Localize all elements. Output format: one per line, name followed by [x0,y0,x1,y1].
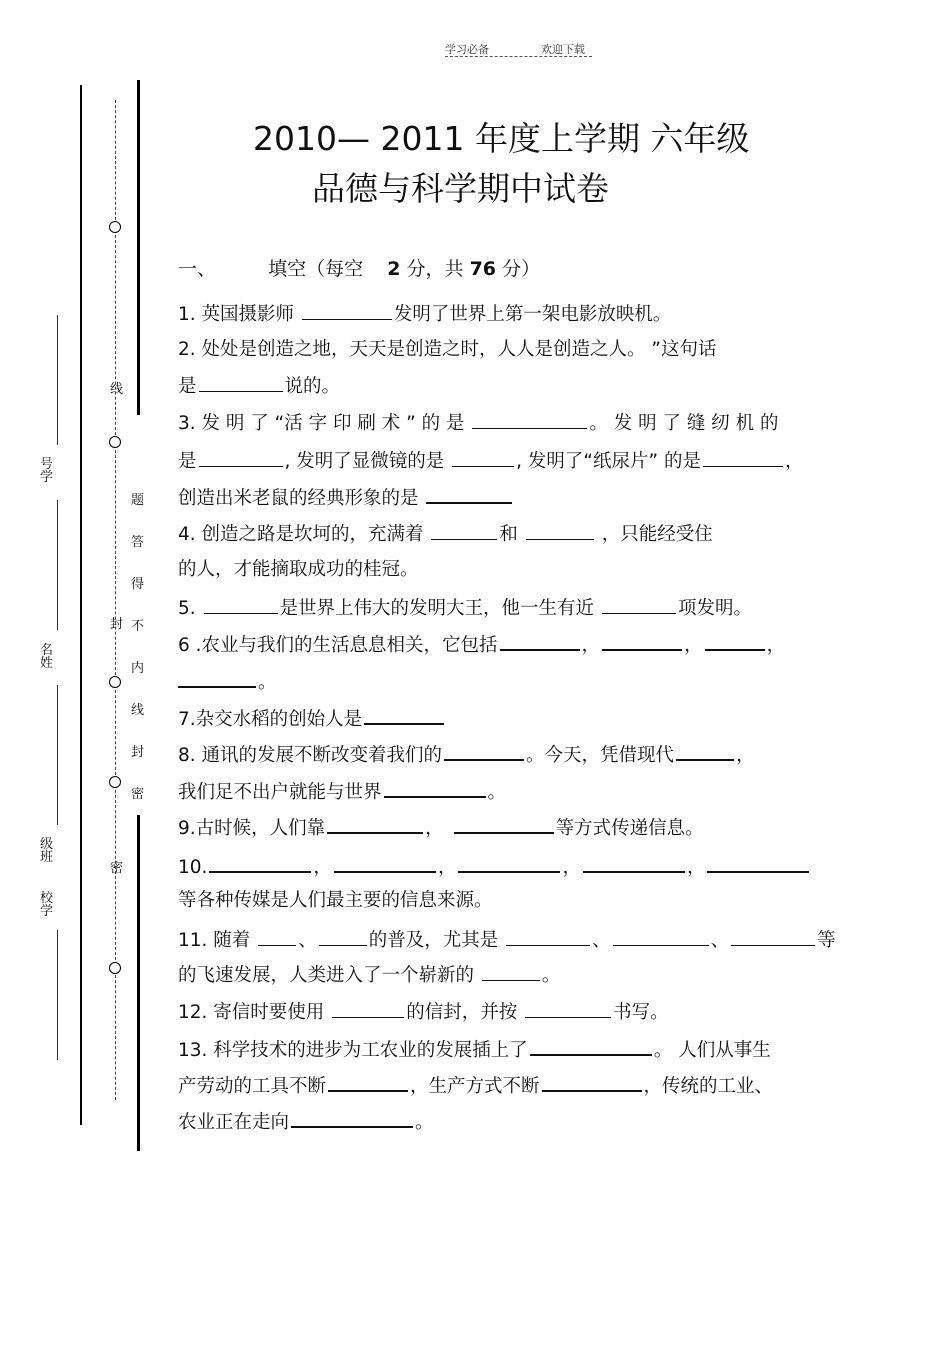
binding-char: 得 [131,577,145,592]
question-13 [178,1038,771,1062]
q2-text: 2. 处处是创造之地，天天是创造之时，人人是创造之人。 ”这句话 [178,339,717,360]
q11-text: 11. 随着 [178,930,257,951]
answer-blank[interactable] [472,412,587,429]
q9-text: 等方式传递信息。 [555,818,704,839]
exam-title-line1: 2010— 2011 年度上学期 六年级 [253,119,750,158]
q5-text: 5. [178,598,202,619]
section-mid: 分，共 [406,258,464,280]
question-4-cont [178,559,419,581]
binding-char: 答 [131,535,145,550]
answer-blank[interactable] [602,633,682,651]
binding-char: 题 [131,493,145,508]
question-4 [178,523,713,546]
field-line [57,685,58,825]
binding-char: 线 [110,382,124,397]
answer-blank[interactable] [731,929,815,946]
q13-text: 。 [415,1112,434,1133]
answer-blank[interactable] [199,375,283,392]
q4-text: 4. 创造之路是坎坷的，充满着 [178,524,430,545]
q11-text: 、 [710,930,730,951]
question-6-cont [178,670,277,694]
answer-blank[interactable] [525,1001,611,1018]
answer-blank[interactable] [705,633,765,651]
q11-text: 、 [592,930,611,951]
q4-text: 和 [499,524,524,545]
q10-text: 等各种传媒是人们最主要的信息来源。 [178,890,493,911]
q6-text: ， [684,635,703,656]
q8-text: 。 [487,782,507,803]
answer-blank[interactable] [707,855,809,873]
question-13-cont2 [178,1110,434,1134]
q11-text: 、 [298,930,317,951]
answer-blank[interactable] [703,450,783,467]
q11-text: 的飞速发展，人类进入了一个崭新的 [178,965,480,986]
answer-blank[interactable] [500,633,580,651]
question-9 [178,816,704,840]
answer-blank[interactable] [431,523,497,540]
header-left: 学习必备 [445,43,489,56]
section-total: 76 [469,258,497,280]
q7-text: 7.杂交水稻的创始人是 [178,709,363,730]
binding-char: 不 [131,619,145,634]
answer-blank[interactable] [302,303,392,320]
binding-dotted-line [115,975,116,1100]
answer-blank[interactable] [334,855,436,873]
q3-text: 是 [178,451,197,472]
question-1 [178,303,671,326]
question-12 [178,1001,669,1024]
answer-blank[interactable] [319,929,367,946]
answer-blank[interactable] [530,1038,652,1056]
answer-blank[interactable] [328,1074,408,1092]
q11-text: 的普及，尤其是 [368,930,505,951]
question-3-cont [178,450,804,473]
q3-text: , 发明了显微镜的是 [284,451,451,472]
answer-blank[interactable] [458,855,560,873]
binding-char: 封 [131,745,145,760]
exam-title-line2: 品德与科学期中试卷 [312,169,609,208]
q10-text: ， [562,857,581,878]
binding-dotted-line [115,100,116,220]
field-school: 校学 [40,891,54,919]
q4-text: 的人，才能摘取成功的桂冠。 [178,559,419,580]
answer-blank[interactable] [452,450,514,467]
q6-text: ， [766,635,786,656]
q3-text: , 发明了“纸尿片” 的是 [516,451,701,472]
answer-blank[interactable] [384,780,486,798]
q1-text: 1. 英国摄影师 [178,304,300,325]
q4-text: ，只能经受住 [595,524,713,545]
question-2 [178,339,717,361]
q10-text: ， [437,857,457,878]
header-right: 欢迎下载 [541,43,585,56]
binding-hole-icon [109,962,121,974]
answer-blank[interactable] [327,816,423,834]
q12-text: 的信封，并按 [406,1002,524,1023]
question-11 [178,929,836,952]
margin-outer-line [80,85,82,1125]
answer-blank[interactable] [482,964,540,981]
q9-text: ， [425,818,444,839]
q2-text: 是 [178,376,197,397]
q13-text: 农业正在走向 [178,1112,290,1133]
answer-blank[interactable] [676,743,734,761]
field-student-no: 号学 [40,457,54,485]
field-line [57,500,58,630]
section-label: 填空（每空 [268,258,364,280]
q11-text: 。 [541,965,561,986]
q8-text: 8. 通讯的发展不断改变着我们的 [178,745,443,766]
binding-dotted-line [115,690,116,775]
q3-text: 3. 发 明 了 “活 字 印 刷 术 ” 的 是 [178,413,471,434]
question-8 [178,743,755,767]
answer-blank[interactable] [291,1110,413,1128]
question-13-cont [178,1074,773,1098]
q10-text: ， [313,857,332,878]
margin-inner-line-top [137,80,140,415]
answer-blank[interactable] [542,1074,642,1092]
binding-dotted-line [115,450,116,675]
q8-text: ， [736,745,755,766]
binding-hole-icon [109,436,121,448]
header-dashed-rule [445,56,592,57]
binding-char: 密 [131,787,145,802]
section-heading [178,254,540,281]
binding-hole-icon [109,776,121,788]
answer-blank[interactable] [526,523,594,540]
q9-text: 9.古时候，人们靠 [178,818,326,839]
field-class: 级班 [40,837,54,865]
q10-text: 10. [178,857,208,878]
q12-text: 书写。 [613,1002,669,1023]
q10-text: ， [686,857,706,878]
question-10 [178,855,811,879]
section-number: 一、 [178,258,217,280]
question-8-cont [178,780,506,804]
answer-blank[interactable] [364,707,444,725]
q6-text: 6 .农业与我们的生活息息相关，它包括 [178,635,498,656]
q6-text: ， [581,635,601,656]
q12-text: 12. 寄信时要使用 [178,1002,331,1023]
field-line [57,315,58,445]
field-line [57,930,58,1060]
q8-text: 。今天，凭借现代 [526,745,675,766]
question-3-cont2 [178,486,514,510]
q1-text: 发明了世界上第一架电影放映机。 [393,304,672,325]
binding-char: 密 [110,861,124,876]
q13-text: 产劳动的工具不断 [178,1076,327,1097]
answer-blank[interactable] [258,929,296,946]
q8-text: 我们足不出户就能与世界 [178,782,382,803]
answer-blank[interactable] [602,597,676,614]
question-2-cont [178,375,340,398]
question-5 [178,597,752,620]
answer-blank[interactable] [332,1001,404,1018]
answer-blank[interactable] [506,929,590,946]
q3-text: ， [784,451,804,472]
answer-blank[interactable] [444,743,524,761]
q13-text: ，生产方式不断 [410,1076,540,1097]
binding-hole-icon [109,676,121,688]
question-6 [178,633,785,657]
margin-inner-line-bottom [137,815,140,1151]
q11-text: 等 [817,930,836,951]
q13-text: 。 人们从事生 [653,1040,771,1061]
question-11-cont [178,964,560,987]
question-10-cont [178,890,493,912]
section-end: 分） [502,258,541,280]
binding-hole-icon [109,221,121,233]
answer-blank[interactable] [583,855,685,873]
q13-text: 13. 科学技术的进步为工农业的发展插上了 [178,1040,528,1061]
binding-dotted-line [115,235,116,435]
question-3 [178,412,779,435]
q5-text: 项发明。 [677,598,752,619]
answer-blank[interactable] [426,486,512,504]
answer-blank[interactable] [613,929,709,946]
question-7 [178,707,446,731]
q3-text: 。 发 明 了 缝 纫 机 的 [589,413,779,434]
field-name: 名姓 [40,643,54,671]
binding-char: 线 [131,703,145,718]
answer-blank[interactable] [204,597,278,614]
q6-text: 。 [258,672,277,693]
binding-char: 封 [110,617,124,632]
answer-blank[interactable] [209,855,311,873]
q3-text: 创造出米老鼠的经典形象的是 [178,488,425,509]
q5-text: 是世界上伟大的发明大王，他一生有近 [279,598,600,619]
q13-text: ，传统的工业、 [643,1076,774,1097]
answer-blank[interactable] [199,450,283,467]
answer-blank[interactable] [178,670,256,688]
section-points: 2 [387,258,401,280]
binding-char: 内 [131,661,145,676]
answer-blank[interactable] [454,816,554,834]
q2-text: 说的。 [284,376,341,397]
